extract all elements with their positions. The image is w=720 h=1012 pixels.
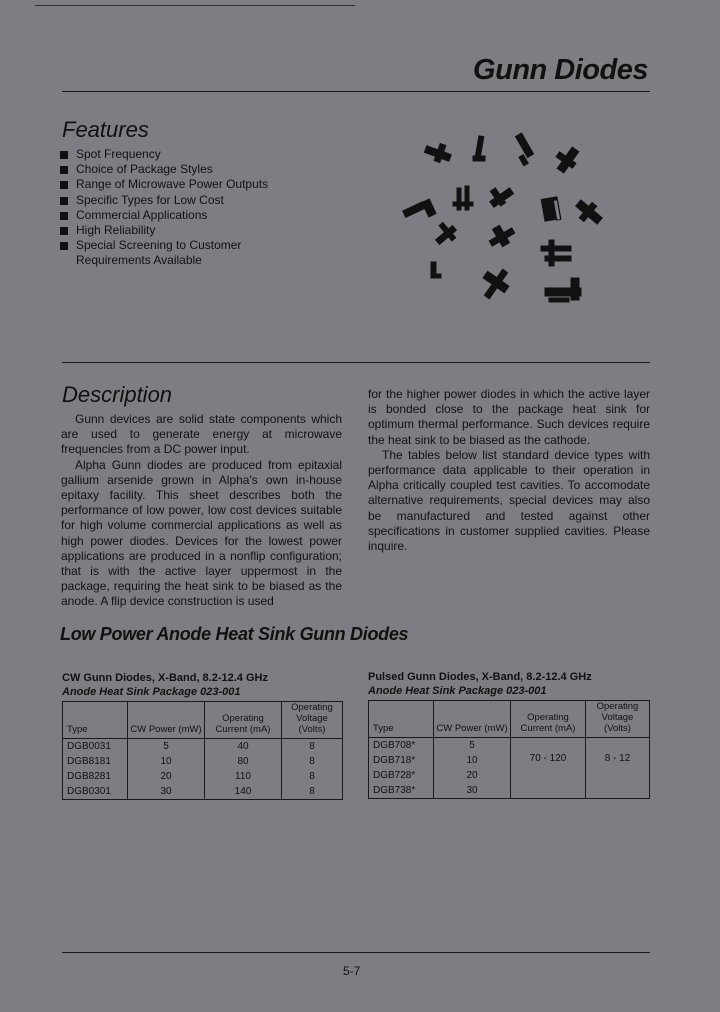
title-rule bbox=[62, 91, 650, 92]
feature-item: Commercial Applications bbox=[60, 208, 268, 223]
diode-package-icon bbox=[545, 278, 581, 302]
description-right-column bbox=[368, 387, 650, 554]
square-bullet-icon bbox=[60, 212, 68, 220]
description-heading: Description bbox=[62, 382, 173, 407]
diode-package-icon bbox=[473, 136, 485, 161]
column-header: Operating Current (mA) bbox=[205, 702, 282, 739]
diode-package-icon bbox=[576, 200, 603, 224]
square-bullet-icon bbox=[60, 242, 68, 250]
table-row: DGB728* 20 bbox=[369, 768, 650, 783]
table-row: DGB738* 30 bbox=[369, 783, 650, 799]
diode-package-icon bbox=[483, 269, 509, 299]
square-bullet-icon bbox=[60, 181, 68, 189]
diode-package-icon bbox=[490, 188, 514, 207]
diode-package-icon bbox=[424, 144, 451, 163]
table-row: DGB8181 10 80 8 bbox=[63, 754, 343, 769]
features-list bbox=[60, 147, 268, 269]
column-header: Operating Current (mA) bbox=[511, 701, 586, 738]
cw-table-caption: CW Gunn Diodes, X-Band, 8.2-12.4 GHz Anode Heat Sink Package 023-001 bbox=[62, 672, 268, 698]
top-edge-line bbox=[35, 5, 355, 6]
low-power-heading: Low Power Anode Heat Sink Gunn Diodes bbox=[60, 624, 409, 644]
column-header: CW Power (mW) bbox=[434, 701, 511, 738]
column-header: Type bbox=[63, 702, 128, 739]
shared-voltage-cell: 8 - 12 bbox=[586, 738, 650, 799]
feature-item: Special Screening to Customer Requirements Available bbox=[60, 238, 256, 268]
table-row: DGB708* 5 70 - 120 8 - 12 bbox=[369, 738, 650, 754]
feature-item: High Reliability bbox=[60, 223, 268, 238]
diode-package-icon bbox=[489, 225, 515, 246]
diode-package-icon bbox=[516, 133, 534, 166]
diode-package-icon bbox=[436, 222, 457, 244]
features-rule bbox=[62, 362, 650, 363]
cw-diode-table bbox=[62, 701, 343, 800]
feature-item: Range of Microwave Power Outputs bbox=[60, 177, 268, 192]
description-paragraph: for the higher power diodes in which the active layer is bonded close to the package heat sink for optimum thermal performance. Such devices require the heat sink to be biased as the cathode. bbox=[368, 387, 650, 447]
feature-item: Choice of Package Styles bbox=[60, 162, 268, 177]
diode-package-icon bbox=[453, 186, 473, 210]
column-header: Operating Voltage (Volts) bbox=[282, 702, 343, 739]
diode-package-icon bbox=[541, 240, 571, 266]
diode-package-icon bbox=[403, 199, 436, 217]
table-row: DGB0031 5 40 8 bbox=[63, 739, 343, 755]
shared-current-cell: 70 - 120 bbox=[511, 738, 586, 799]
square-bullet-icon bbox=[60, 197, 68, 205]
footer-rule bbox=[62, 952, 650, 953]
square-bullet-icon bbox=[60, 227, 68, 235]
pulsed-table-caption: Pulsed Gunn Diodes, X-Band, 8.2-12.4 GHz Anode Heat Sink Package 023-001 bbox=[368, 671, 592, 697]
feature-item: Specific Types for Low Cost bbox=[60, 193, 268, 208]
description-paragraph: The tables below list standard device types with performance data applicable to their operation in Alpha critically coupled test cavities. To accomodate alternative requirements, special devices may also be manufactured and tested against other specifications in customer supplied cavities. Please inquire. bbox=[368, 447, 650, 554]
square-bullet-icon bbox=[60, 151, 68, 159]
diode-packages-photo bbox=[395, 128, 630, 328]
square-bullet-icon bbox=[60, 166, 68, 174]
table-row: DGB8281 20 110 8 bbox=[63, 769, 343, 784]
diode-package-icon bbox=[556, 147, 579, 173]
description-paragraph: Gunn devices are solid state components which are used to generate energy at microwave frequencies from a DC power input. bbox=[61, 412, 342, 457]
diode-package-icon bbox=[431, 262, 441, 278]
column-header: Type bbox=[369, 701, 434, 738]
table-row: DGB0301 30 140 8 bbox=[63, 784, 343, 800]
feature-item: Spot Frequency bbox=[60, 147, 268, 162]
diode-package-icon bbox=[541, 197, 561, 221]
description-paragraph: Alpha Gunn diodes are produced from epitaxial gallium arsenide grown in Alpha's own in-house epitaxy facility. This sheet describes both the performance of low power, low cost devices suitable for high volume commercial applications as well as high power diodes. Devices for the lowest power applications are produced in a nonflip configuration; that is with the active layer uppermost in the package, requiring the heat sink to be biased as the anode. A flip device construction is used bbox=[61, 457, 342, 609]
column-header: Operating Voltage (Volts) bbox=[586, 701, 650, 738]
description-left-column bbox=[61, 412, 342, 610]
page-title: Gunn Diodes bbox=[473, 54, 648, 86]
pulsed-diode-table bbox=[368, 700, 650, 799]
table-row: DGB718* 10 bbox=[369, 753, 650, 768]
page-number: 5-7 bbox=[343, 964, 361, 978]
features-heading: Features bbox=[62, 117, 149, 142]
column-header: CW Power (mW) bbox=[128, 702, 205, 739]
